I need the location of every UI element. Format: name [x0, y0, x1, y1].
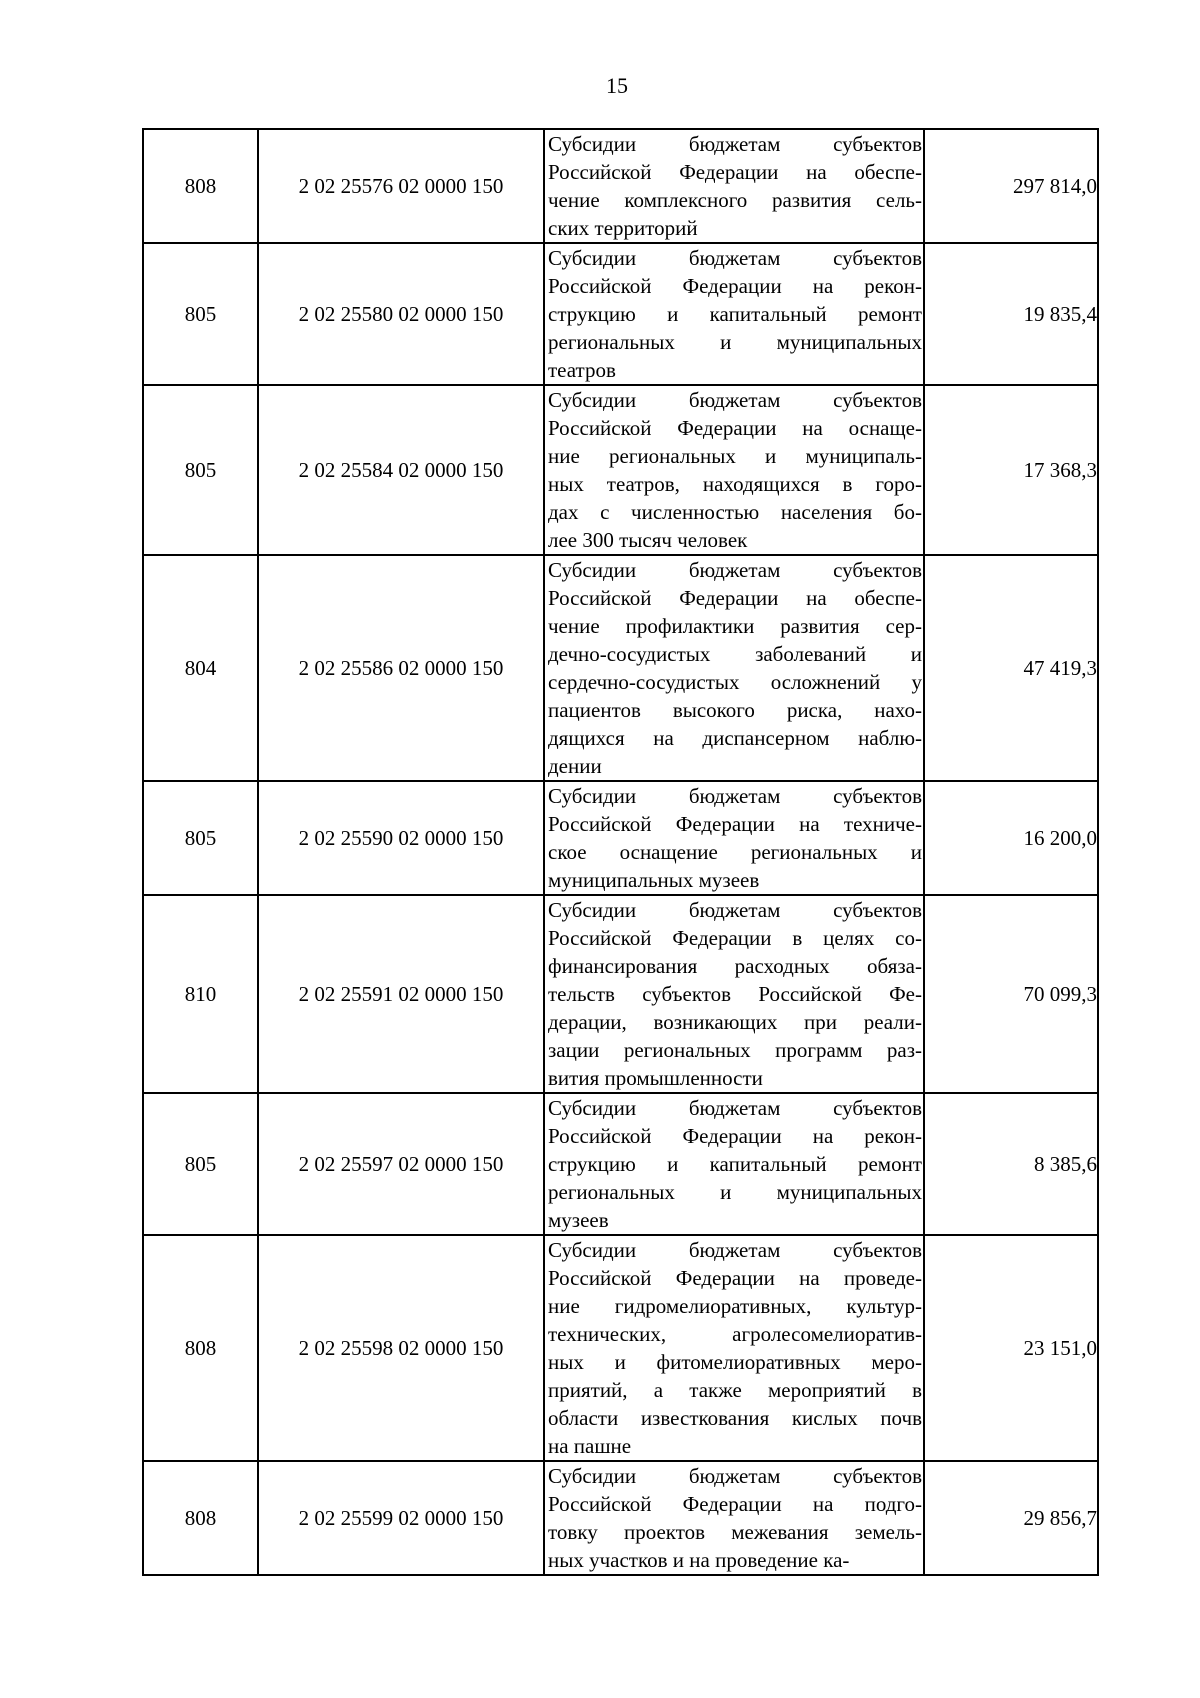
description-line: ских территорий: [548, 216, 698, 240]
admin-code-cell: 804: [143, 555, 258, 781]
admin-code-cell: 805: [143, 385, 258, 555]
description-line: сердечно-сосудистых осложнений у: [548, 670, 922, 694]
budget-classification-code-cell: 2 02 25599 02 0000 150: [258, 1461, 544, 1575]
description-line: струкцию и капитальный ремонт: [548, 302, 922, 326]
description-line: струкцию и капитальный ремонт: [548, 1152, 922, 1176]
description-line: дечно-сосудистых заболеваний и: [548, 642, 922, 666]
description-line: Субсидии бюджетам субъектов: [548, 1238, 922, 1262]
budget-classification-code-cell: 2 02 25586 02 0000 150: [258, 555, 544, 781]
description-line: театров: [548, 358, 616, 382]
amount-cell: 70 099,3: [924, 895, 1098, 1093]
description-line: Субсидии бюджетам субъектов: [548, 558, 922, 582]
description-line: дерации, возникающих при реали-: [548, 1010, 922, 1034]
admin-code-cell: 805: [143, 1093, 258, 1235]
description-cell: [544, 129, 924, 243]
description-line: Российской Федерации в целях со-: [548, 926, 922, 950]
description-cell: [544, 1235, 924, 1461]
description-line: Субсидии бюджетам субъектов: [548, 388, 922, 412]
amount-cell: 19 835,4: [924, 243, 1098, 385]
description-line: ных участков и на проведение ка-: [548, 1548, 850, 1572]
description-line: Российской Федерации на обеспе-: [548, 586, 922, 610]
description-line: лее 300 тысяч человек: [548, 528, 748, 552]
budget-classification-code-cell: 2 02 25580 02 0000 150: [258, 243, 544, 385]
table-row: [143, 1235, 1098, 1461]
description-line: технических, агролесомелиоратив-: [548, 1322, 922, 1346]
description-line: дении: [548, 754, 602, 778]
amount-cell: 17 368,3: [924, 385, 1098, 555]
description-line: на пашне: [548, 1434, 632, 1458]
description-cell: [544, 243, 924, 385]
table-body: [143, 129, 1098, 1575]
table-row: [143, 895, 1098, 1093]
description-line: музеев: [548, 1208, 609, 1232]
description-line: ных и фитомелиоративных меро-: [548, 1350, 922, 1374]
amount-cell: 16 200,0: [924, 781, 1098, 895]
description-line: региональных и муниципальных: [548, 330, 922, 354]
budget-revenue-table: [142, 128, 1099, 1576]
description-line: Субсидии бюджетам субъектов: [548, 1464, 922, 1488]
description-cell: [544, 385, 924, 555]
description-line: Субсидии бюджетам субъектов: [548, 784, 922, 808]
description-line: Субсидии бюджетам субъектов: [548, 246, 922, 270]
budget-classification-code-cell: 2 02 25597 02 0000 150: [258, 1093, 544, 1235]
description-line: муниципальных музеев: [548, 868, 760, 892]
budget-classification-code-cell: 2 02 25584 02 0000 150: [258, 385, 544, 555]
description-line: дящихся на диспансерном наблю-: [548, 726, 922, 750]
description-line: зации региональных программ раз-: [548, 1038, 922, 1062]
description-line: Российской Федерации на подго-: [548, 1492, 922, 1516]
description-line: Российской Федерации на техниче-: [548, 812, 922, 836]
amount-cell: 29 856,7: [924, 1461, 1098, 1575]
budget-classification-code-cell: 2 02 25591 02 0000 150: [258, 895, 544, 1093]
description-line: ние гидромелиоративных, культур-: [548, 1294, 922, 1318]
admin-code-cell: 808: [143, 129, 258, 243]
description-cell: [544, 1093, 924, 1235]
budget-classification-code-cell: 2 02 25590 02 0000 150: [258, 781, 544, 895]
amount-cell: 8 385,6: [924, 1093, 1098, 1235]
admin-code-cell: 805: [143, 243, 258, 385]
table-row: [143, 1461, 1098, 1575]
description-line: пациентов высокого риска, нахо-: [548, 698, 922, 722]
table-row: [143, 129, 1098, 243]
description-line: ние региональных и муниципаль-: [548, 444, 922, 468]
description-line: Российской Федерации на рекон-: [548, 274, 922, 298]
admin-code-cell: 808: [143, 1235, 258, 1461]
admin-code-cell: 808: [143, 1461, 258, 1575]
description-line: чение профилактики развития сер-: [548, 614, 922, 638]
description-line: Субсидии бюджетам субъектов: [548, 1096, 922, 1120]
description-cell: [544, 781, 924, 895]
description-line: Российской Федерации на оснаще-: [548, 416, 922, 440]
amount-cell: 23 151,0: [924, 1235, 1098, 1461]
description-line: Российской Федерации на проведе-: [548, 1266, 922, 1290]
table-row: [143, 385, 1098, 555]
description-line: ных театров, находящихся в горо-: [548, 472, 922, 496]
admin-code-cell: 810: [143, 895, 258, 1093]
table-row: [143, 243, 1098, 385]
description-cell: [544, 555, 924, 781]
page-number: 15: [606, 73, 628, 98]
description-line: дах с численностью населения бо-: [548, 500, 922, 524]
table-row: [143, 781, 1098, 895]
amount-cell: 47 419,3: [924, 555, 1098, 781]
description-line: товку проектов межевания земель-: [548, 1520, 922, 1544]
description-line: области известкования кислых почв: [548, 1406, 922, 1430]
description-line: приятий, а также мероприятий в: [548, 1378, 922, 1402]
description-line: тельств субъектов Российской Фе-: [548, 982, 922, 1006]
description-cell: [544, 895, 924, 1093]
description-line: вития промышленности: [548, 1066, 763, 1090]
description-cell: [544, 1461, 924, 1575]
description-line: финансирования расходных обяза-: [548, 954, 922, 978]
budget-classification-code-cell: 2 02 25598 02 0000 150: [258, 1235, 544, 1461]
description-line: региональных и муниципальных: [548, 1180, 922, 1204]
description-line: Российской Федерации на обеспе-: [548, 160, 922, 184]
admin-code-cell: 805: [143, 781, 258, 895]
description-line: Российской Федерации на рекон-: [548, 1124, 922, 1148]
amount-cell: 297 814,0: [924, 129, 1098, 243]
description-line: чение комплексного развития сель-: [548, 188, 922, 212]
description-line: ское оснащение региональных и: [548, 840, 922, 864]
description-line: Субсидии бюджетам субъектов: [548, 898, 922, 922]
budget-classification-code-cell: 2 02 25576 02 0000 150: [258, 129, 544, 243]
table-row: [143, 1093, 1098, 1235]
description-line: Субсидии бюджетам субъектов: [548, 132, 922, 156]
table-row: [143, 555, 1098, 781]
